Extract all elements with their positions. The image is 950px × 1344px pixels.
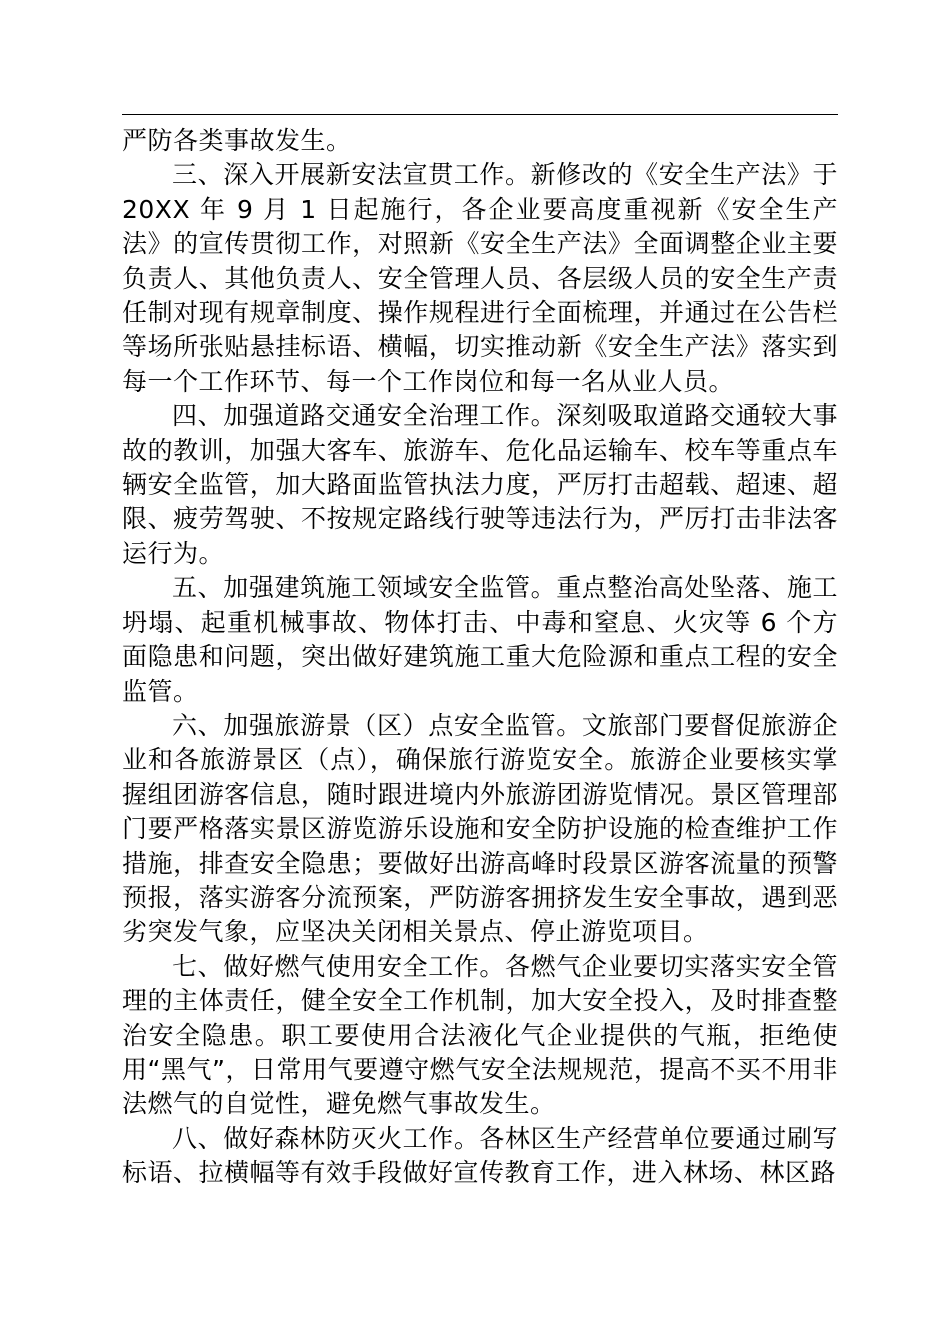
paragraph-item-4: 四、加强道路交通安全治理工作。深刻吸取道路交通较大事故的教训，加强大客车、旅游车、危化品运输车、校车等重点车辆安全监管，加大路面监管执法力度，严厉打击超载、超速、超限、疲劳驾驶、不按规定路线行驶等违法行为，严厉打击非法客运行为。: [122, 401, 838, 568]
paragraph-item-3: 三、深入开展新安法宣贯工作。新修改的《安全生产法》于20XX 年 9 月 1 日起施行，各企业要高度重视新《安全生产法》的宣传贯彻工作，对照新《安全生产法》全面调整企业主要负责人、其他负责人、安全管理人员、各层级人员的安全生产责任制对现有规章制度、操作规程进行全面梳理，并通过在公告栏等场所张贴悬挂标语、横幅，切实推动新《安全生产法》落实到每一个工作环节、每一个工作岗位和每一名从业人员。: [122, 160, 838, 396]
document-body: [122, 124, 838, 1191]
paragraph-item-7: 七、做好燃气使用安全工作。各燃气企业要切实落实安全管理的主体责任，健全安全工作机制，加大安全投入，及时排查整治安全隐患。职工要使用合法液化气企业提供的气瓶，拒绝使用“黑气”，日常用气要遵守燃气安全法规规范，提高不买不用非法燃气的自觉性，避免燃气事故发生。: [122, 951, 838, 1119]
continued-paragraph: 严防各类事故发生。: [122, 126, 352, 155]
paragraph-item-5: 五、加强建筑施工领域安全监管。重点整治高处坠落、施工坍塌、起重机械事故、物体打击、中毒和窒息、火灾等 6 个方面隐患和问题，突出做好建筑施工重大危险源和重点工程的安全监管。: [122, 573, 838, 706]
header-rule: [122, 114, 838, 115]
paragraph-item-8: 八、做好森林防灭火工作。各林区生产经营单位要通过刷写标语、拉横幅等有效手段做好宣传教育工作，进入林场、林区路: [122, 1123, 838, 1188]
paragraph-item-6: 六、加强旅游景（区）点安全监管。文旅部门要督促旅游企业和各旅游景区（点），确保旅行游览安全。旅游企业要核实掌握组团游客信息，随时跟进境内外旅游团游览情况。景区管理部门要严格落实景区游览游乐设施和安全防护设施的检查维护工作措施，排查安全隐患；要做好出游高峰时段景区游客流量的预警预报，落实游客分流预案，严防游客拥挤发生安全事故，遇到恶劣突发气象，应坚决关闭相关景点、停止游览项目。: [122, 710, 838, 947]
